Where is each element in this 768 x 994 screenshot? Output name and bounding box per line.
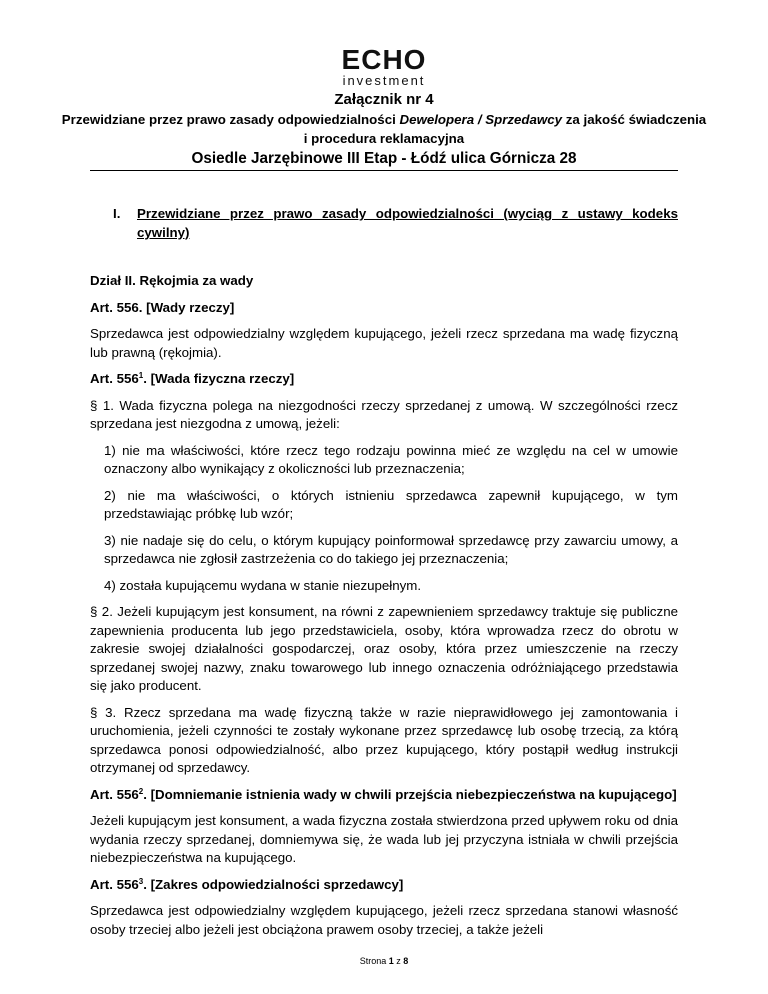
section-title: Przewidziane przez prawo zasady odpowiedzialności (wyciąg z ustawy kodeks cywilny) (137, 206, 678, 240)
article-heading: Art. $556^3$. [Zakres odpowiedzialności sprzedawcy] (90, 876, 404, 892)
list-item: 2) nie ma właściwości, o których istnieniu sprzedawca zapewnił kupującego, w tym przedstawiając próbkę lub wzór; (104, 487, 678, 521)
article-heading: Art. $556^1$. [Wada fizyczna rzeczy] (90, 371, 295, 386)
echo-investment-logo (0, 46, 768, 88)
page-footer: Strona 1 z 8 (359, 956, 409, 966)
annex-title: Załącznik nr 4 (334, 91, 434, 108)
paragraph: § 3. Rzecz sprzedana ma wadę fizyczną także w razie nieprawidłowego jej zamontowania i uruchomienia, jeżeli czynności te zostały wykonane przez sprzedawcę lub osobę trzecią, za którą sprzedawca ponosi odpowiedzialność, albo przez kupującego, który postąpił według instrukcji otrzymanej od sprzedawcy. (90, 704, 678, 775)
list-item: 4) została kupującemu wydana w stanie niezupełnym. (104, 577, 422, 593)
section-number: I. (113, 206, 121, 221)
article-heading: Art. 556. [Wady rzeczy] (90, 299, 235, 315)
list-item: 3) nie nadaje się do celu, o którym kupujący poinformował sprzedawcę przy zawarciu umowy, a sprzedawca nie zgłosił zastrzeżenia co do takiego jej przeznaczenia; (104, 532, 678, 566)
list-item: 1) nie ma właściwości, które rzecz tego rodzaju powinna mieć ze względu na cel w umowie oznaczony albo wynikający z okoliczności lub przeznaczenia; (104, 442, 678, 476)
article-heading: Art. $556^2$. [Domniemanie istnienia wady w chwili przejścia niebezpieczeństwa na kupującego] (90, 786, 677, 802)
annex-subtitle: Przewidziane przez prawo zasady odpowiedzialności Dewelopera / Sprzedawcy za jakość świadczenia i procedura reklamacyjna (61, 112, 707, 146)
chapter-heading: Dział II. Rękojmia za wady (90, 273, 254, 288)
paragraph: Jeżeli kupującym jest konsument, a wada fizyczna została stwierdzona przed upływem roku od dnia wydania rzeczy sprzedanej, domniemywa się, że wada lub jej przyczyna istniała w chwili przejścia niebezpieczeństwa na kupującego. (90, 813, 678, 865)
paragraph: Sprzedawca jest odpowiedzialny względem kupującego, jeżeli rzecz sprzedana stanowi własność osoby trzeciej albo jeżeli jest obciążona prawem osoby trzeciej, a także jeżeli (90, 903, 678, 937)
paragraph: § 1. Wada fizyczna polega na niezgodności rzeczy sprzedanej z umową. W szczególności rzecz sprzedana jest niezgodna z umową, jeżeli: (90, 397, 678, 431)
logo-sub-text: investment (342, 73, 426, 88)
section-heading (113, 204, 678, 242)
estate-title: Osiedle Jarzębinowe III Etap - Łódź ulica Górnicza 28 (191, 150, 577, 167)
document-body (90, 272, 678, 947)
logo-main-text: ECHO (341, 44, 427, 75)
paragraph: Sprzedawca jest odpowiedzialny względem kupującego, jeżeli rzecz sprzedana ma wadę fizyczną lub prawną (rękojmia). (90, 326, 678, 360)
paragraph: § 2. Jeżeli kupującym jest konsument, na równi z zapewnieniem sprzedawcy traktuje się publiczne zapewnienia producenta lub jego przedstawiciela, osoby, która wprowadza rzecz do obrotu w zakresie swojej działalności gospodarczej, oraz osoby, która przez umieszczenie na rzeczy sprzedanej swojej nazwy, znaku towarowego lub innego oznaczenia odróżniającego przedstawia się jako producent. (90, 604, 678, 693)
header-divider (90, 170, 678, 171)
